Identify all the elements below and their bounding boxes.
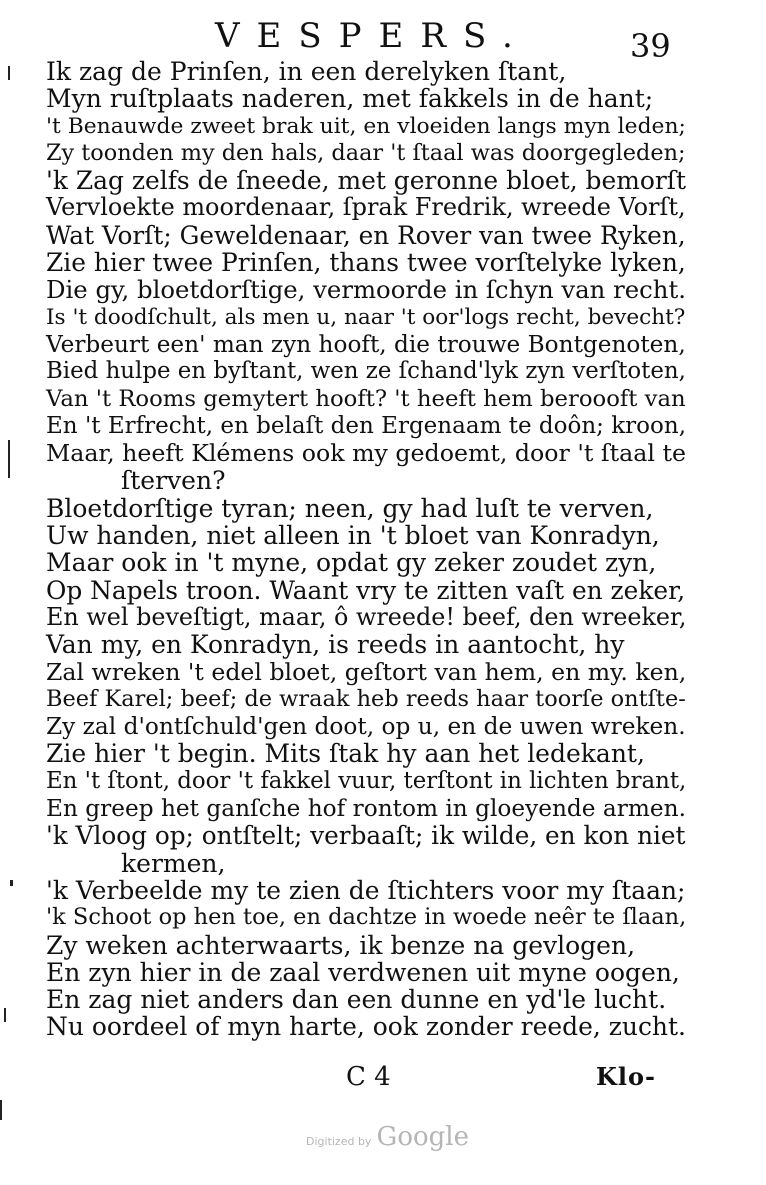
margin-mark (8, 440, 10, 478)
running-head: VESPERS. (215, 16, 530, 56)
poem-line: Zy zal d'ontſchuld'gen doot, op u, en de uwen wreken. (46, 713, 686, 741)
poem-line: Beef Karel; beef; de wraak heb reeds haar toorſe ontſte- (46, 685, 686, 712)
page-footer (0, 1060, 766, 1096)
poem-text (46, 58, 686, 1041)
poem-line: Op Napels troon. Waant vry te zitten vaſt en zeker, (46, 575, 686, 605)
poem-line: Zal wreken 't edel bloet, geſtort van hem, en my. ken, (46, 657, 687, 686)
poem-line: 'k Schoot op hen toe, en dachtze in woede neêr te ſlaan, (46, 904, 687, 931)
margin-mark (0, 1100, 2, 1120)
poem-line: Zy toonden my den hals, daar 't ſtaal was doorgegleden; (46, 139, 686, 166)
poem-line: Bied hulpe en byſtant, wen ze ſchand'lyk zyn verſtoten, (46, 358, 686, 385)
poem-line: 'k Verbeelde my te zien de ſtichters voor my ſtaan; (46, 875, 686, 905)
poem-line: Vervloekte moordenaar, ſprak Fredrik, wreede Vorſt, (46, 193, 686, 222)
poem-line: Bloetdorſtige tyran; neen, gy had luſt te verven, (46, 493, 654, 523)
poem-line: 'k Zag zelfs de ſneede, met geronne bloet, bemorſt (46, 166, 686, 196)
poem-line: Van 't Rooms gemytert hooft? 't heeft hem beroooft van (46, 385, 686, 412)
poem-line: Is 't doodſchult, als men u, naar 't oor'logs recht, bevecht? (46, 304, 686, 330)
margin-mark (4, 1008, 6, 1022)
poem-line: Myn ruſtplaats naderen, met fakkels in de hant; (46, 84, 654, 114)
poem-line: Zie hier 't begin. Mits ſtak hy aan het ledekant, (46, 739, 645, 769)
poem-line: En 't Erfrecht, en belaſt den Ergenaam te doôn; kroon, (46, 412, 687, 439)
poem-line: En greep het ganſche hof rontom in gloeyende armen. (46, 795, 686, 823)
poem-line: Die gy, bloetdorſtige, vermoorde in ſchyn van recht. (46, 275, 686, 305)
poem-line: Van my, en Konradyn, is reeds in aantocht, hy (46, 630, 625, 660)
poem-line: 't Benauwde zweet brak uit, en vloeiden langs myn leden; (46, 113, 686, 139)
margin-mark (8, 66, 10, 80)
watermark-brand: Google (376, 1122, 469, 1152)
poem-line: Zy weken achterwaarts, ik benze na gevlogen, (46, 930, 636, 960)
poem-line: Uw handen, niet alleen in 't bloet van Konradyn, (46, 521, 660, 551)
margin-mark (10, 880, 13, 886)
signature-mark: C 4 (346, 1062, 391, 1092)
poem-line: Ik zag de Prinſen, in een derelyken ſtant, (46, 57, 567, 86)
poem-line: Maar ook in 't myne, opdat gy zeker zoudet zyn, (46, 548, 657, 578)
poem-line: Maar, heeft Klémens ook my gedoemt, door 't ſtaal te (46, 439, 686, 468)
catchword: Klo- (596, 1062, 656, 1091)
watermark-prefix: Digitized by (306, 1135, 372, 1148)
digitization-watermark (306, 1120, 469, 1159)
poem-line-continuation: ſterven? (121, 466, 226, 496)
poem-line-continuation: kermen, (121, 848, 226, 878)
poem-line: En 't ſtont, door 't fakkel vuur, terſtont in lichten brant, (46, 767, 687, 794)
poem-line: En zyn hier in de zaal verdwenen uit myne oogen, (46, 957, 680, 987)
poem-line: 'k Vloog op; ontſtelt; verbaaſt; ik wilde, en kon niet (46, 821, 686, 851)
poem-line: Wat Vorſt; Geweldenaar, en Rover van twee Ryken, (46, 220, 686, 250)
poem-line: En wel beveſtigt, maar, ô wreede! beef, den wreeker, (46, 602, 687, 631)
poem-line: En zag niet anders dan een dunne en yd'le lucht. (46, 985, 667, 1015)
poem-line: Zie hier twee Prinſen, thans twee vorſtelyke lyken, (46, 248, 686, 278)
poem-line: Verbeurt een' man zyn hooft, die trouwe Bontgenoten, (46, 330, 686, 358)
poem-line: Nu oordeel of myn harte, ook zonder reede, zucht. (46, 1012, 686, 1042)
page-number: 39 (630, 27, 671, 65)
